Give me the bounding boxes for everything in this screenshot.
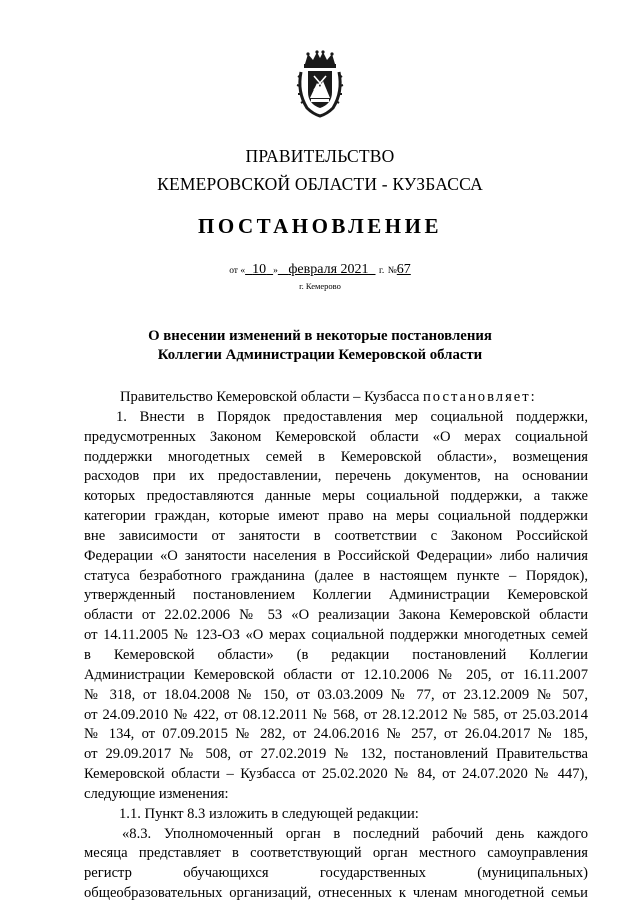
body-line: предусмотренных Законом Кемеровской области «О мерах социальной [84,428,588,445]
document-date-line [0,262,640,278]
body-line: Администрации Кемеровской области от 12.10.2006 № 205, от 16.11.2007 [84,666,588,683]
body-line: 1.1. Пункт 8.3 изложить в следующей редакции: [119,805,419,822]
document-city: г. Кемерово [299,281,341,291]
body-line: № 134, от 07.09.2015 № 282, от 24.06.2016 № 257, от 26.04.2017 № 185, [84,726,588,743]
body-line: Кемеровской области – Кузбасса от 25.02.2020 № 84, от 24.07.2020 № 447), [84,766,588,783]
body-line: «8.3. Уполномоченный орган в последний рабочий день каждого [122,825,588,842]
body-line: от 24.09.2010 № 422, от 08.12.2011 № 568, от 28.12.2012 № 585, от 25.03.2014 [84,706,588,723]
date-year-suffix: г. [379,266,385,276]
body-line: от 29.09.2017 № 508, от 27.02.2019 № 132, постановлений Правительства [84,746,588,763]
subject-line: Коллегии Администрации Кемеровской области [157,347,483,363]
date-month-year: февраля 2021 [288,262,369,277]
date-day: 10 [252,262,267,277]
body-line: от 14.11.2005 № 123-ОЗ «О мерах социальной поддержки многодетных семей [84,627,588,644]
date-prefix: от « [229,266,246,276]
government-name-line1: ПРАВИТЕЛЬСТВО [245,146,395,166]
body-line: категории граждан, которые имеют право на меры социальной поддержки [84,508,588,525]
document-body [84,388,588,904]
subject-line: О внесении изменений в некоторые постановления [148,328,492,344]
body-line: статуса безработного гражданина (далее в настоящем пункте – Порядок), [84,567,588,584]
body-line: утвержденный постановлением Коллегии Администрации Кемеровской [84,587,588,604]
body-line: в Кемеровской области» (в редакции постановлений Коллегии [84,646,588,663]
document-subject [0,327,640,365]
body-line: вне зависимости от занятости в соответствии с Законом Российской [84,527,588,544]
government-name-line2: КЕМЕРОВСКОЙ ОБЛАСТИ - КУЗБАССА [157,174,483,194]
body-line: Федерации «О занятости населения в Российской Федерации» либо наличия [84,547,588,564]
intro-line: Правительство Кемеровской области – Кузбасса постановляет: [120,389,537,405]
kuzbass-coat-of-arms-icon [295,50,345,120]
number-sign: № [387,266,397,276]
body-line: 1. Внести в Порядок предоставления мер социальной поддержки, [116,408,588,425]
date-separator: » [273,266,278,276]
body-line: поддержки многодетных семей в Кемеровской области», возмещения [84,448,588,465]
document-type-title: ПОСТАНОВЛЕНИЕ [198,214,442,238]
body-line: № 318, от 18.04.2008 № 150, от 03.03.2009 № 77, от 23.12.2009 № 507, [84,686,588,703]
body-line: регистр обучающихся государственных (муниципальных) [84,865,588,882]
body-line: которых предоставляются данные меры социальной поддержки, а также [84,488,588,505]
body-line: следующие изменения: [84,785,229,802]
body-line: общеобразовательных организаций, отнесенных к членам многодетной семьи [84,885,588,902]
body-line: расходов при их предоставлении, перечень документов, на основании [84,468,588,485]
body-line: месяца представляет в соответствующий орган местного самоуправления [84,845,588,862]
document-number: 67 [396,262,411,277]
body-line: области от 22.02.2006 № 53 «О реализации Закона Кемеровской области [84,607,588,624]
